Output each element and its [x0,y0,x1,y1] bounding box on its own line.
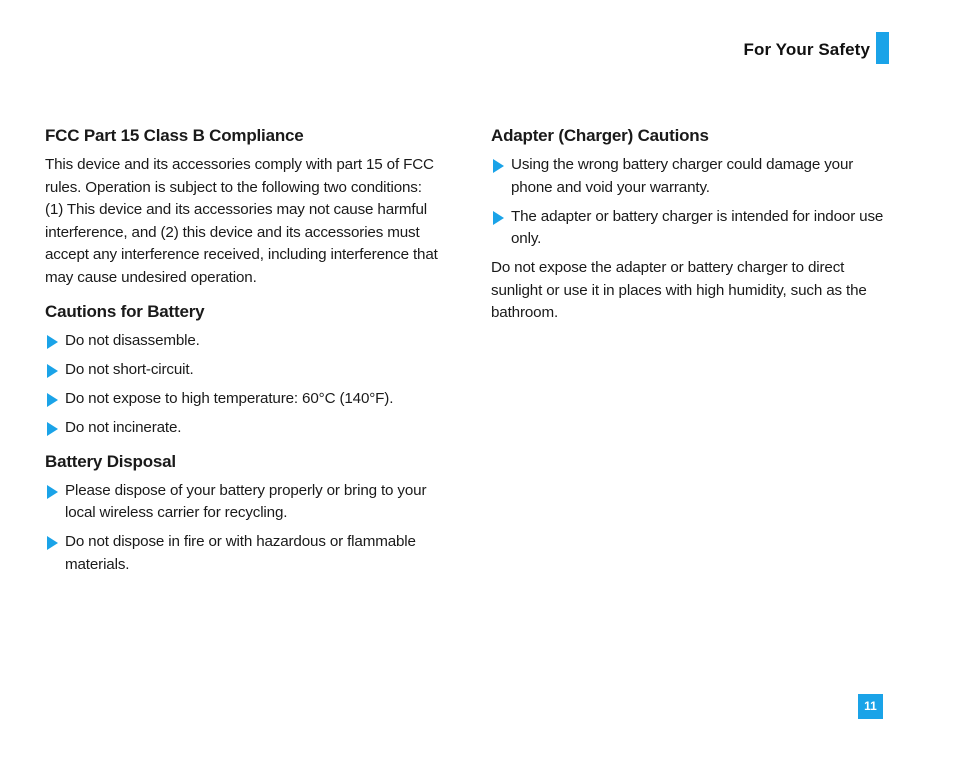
battery-caution-item [45,388,440,411]
page-header-title: For Your Safety [743,40,870,59]
battery-disposal-section [45,451,440,577]
bullet-arrow-icon [47,393,58,407]
disposal-text: Please dispose of your battery properly or bring to your local wireless carrier for recycling. [65,481,427,521]
battery-caution-text: Do not short-circuit. [65,361,194,378]
adapter-caution-text: Using the wrong battery charger could damage your phone and void your warranty. [511,156,854,196]
header-accent-tab [876,32,889,64]
bullet-arrow-icon [47,485,58,499]
bullet-arrow-icon [47,536,58,550]
battery-disposal-title: Battery Disposal [45,451,176,471]
right-column [491,125,891,337]
adapter-section-title: Adapter (Charger) Cautions [491,126,709,145]
disposal-item [45,480,440,525]
battery-caution-text: Do not incinerate. [65,419,182,436]
adapter-caution-text: The adapter or battery charger is intended for indoor use only. [511,207,884,247]
fcc-section-body: This device and its accessories comply with part 15 of FCC rules. Operation is subject to the following two conditions: (1) This device and its accessories may not cause harmful interference, and (2) this device and its accessories must accept any interference received, including interference that may cause undesired operation. [45,156,438,286]
battery-caution-item [45,359,440,382]
page-number-badge: 11 [858,694,883,719]
battery-caution-text: Do not disassemble. [65,332,200,349]
disposal-item [45,531,440,576]
bullet-arrow-icon [493,211,504,225]
battery-cautions-section [45,301,440,440]
fcc-section-title: FCC Part 15 Class B Compliance [45,126,304,145]
adapter-section [491,125,891,325]
bullet-arrow-icon [493,159,504,173]
bullet-arrow-icon [47,364,58,378]
adapter-caution-item [491,154,891,199]
battery-caution-item [45,330,440,353]
battery-caution-item [45,417,440,440]
bullet-arrow-icon [47,335,58,349]
disposal-text: Do not dispose in fire or with hazardous or flammable materials. [65,533,416,573]
adapter-caution-item [491,206,891,251]
fcc-section [45,125,440,289]
battery-caution-text: Do not expose to high temperature: 60°C (140°F). [65,390,394,407]
bullet-arrow-icon [47,422,58,436]
adapter-section-body: Do not expose the adapter or battery charger to direct sunlight or use it in places with high humidity, such as the bathroom. [491,259,867,321]
battery-cautions-title: Cautions for Battery [45,302,205,321]
left-column [45,125,440,587]
